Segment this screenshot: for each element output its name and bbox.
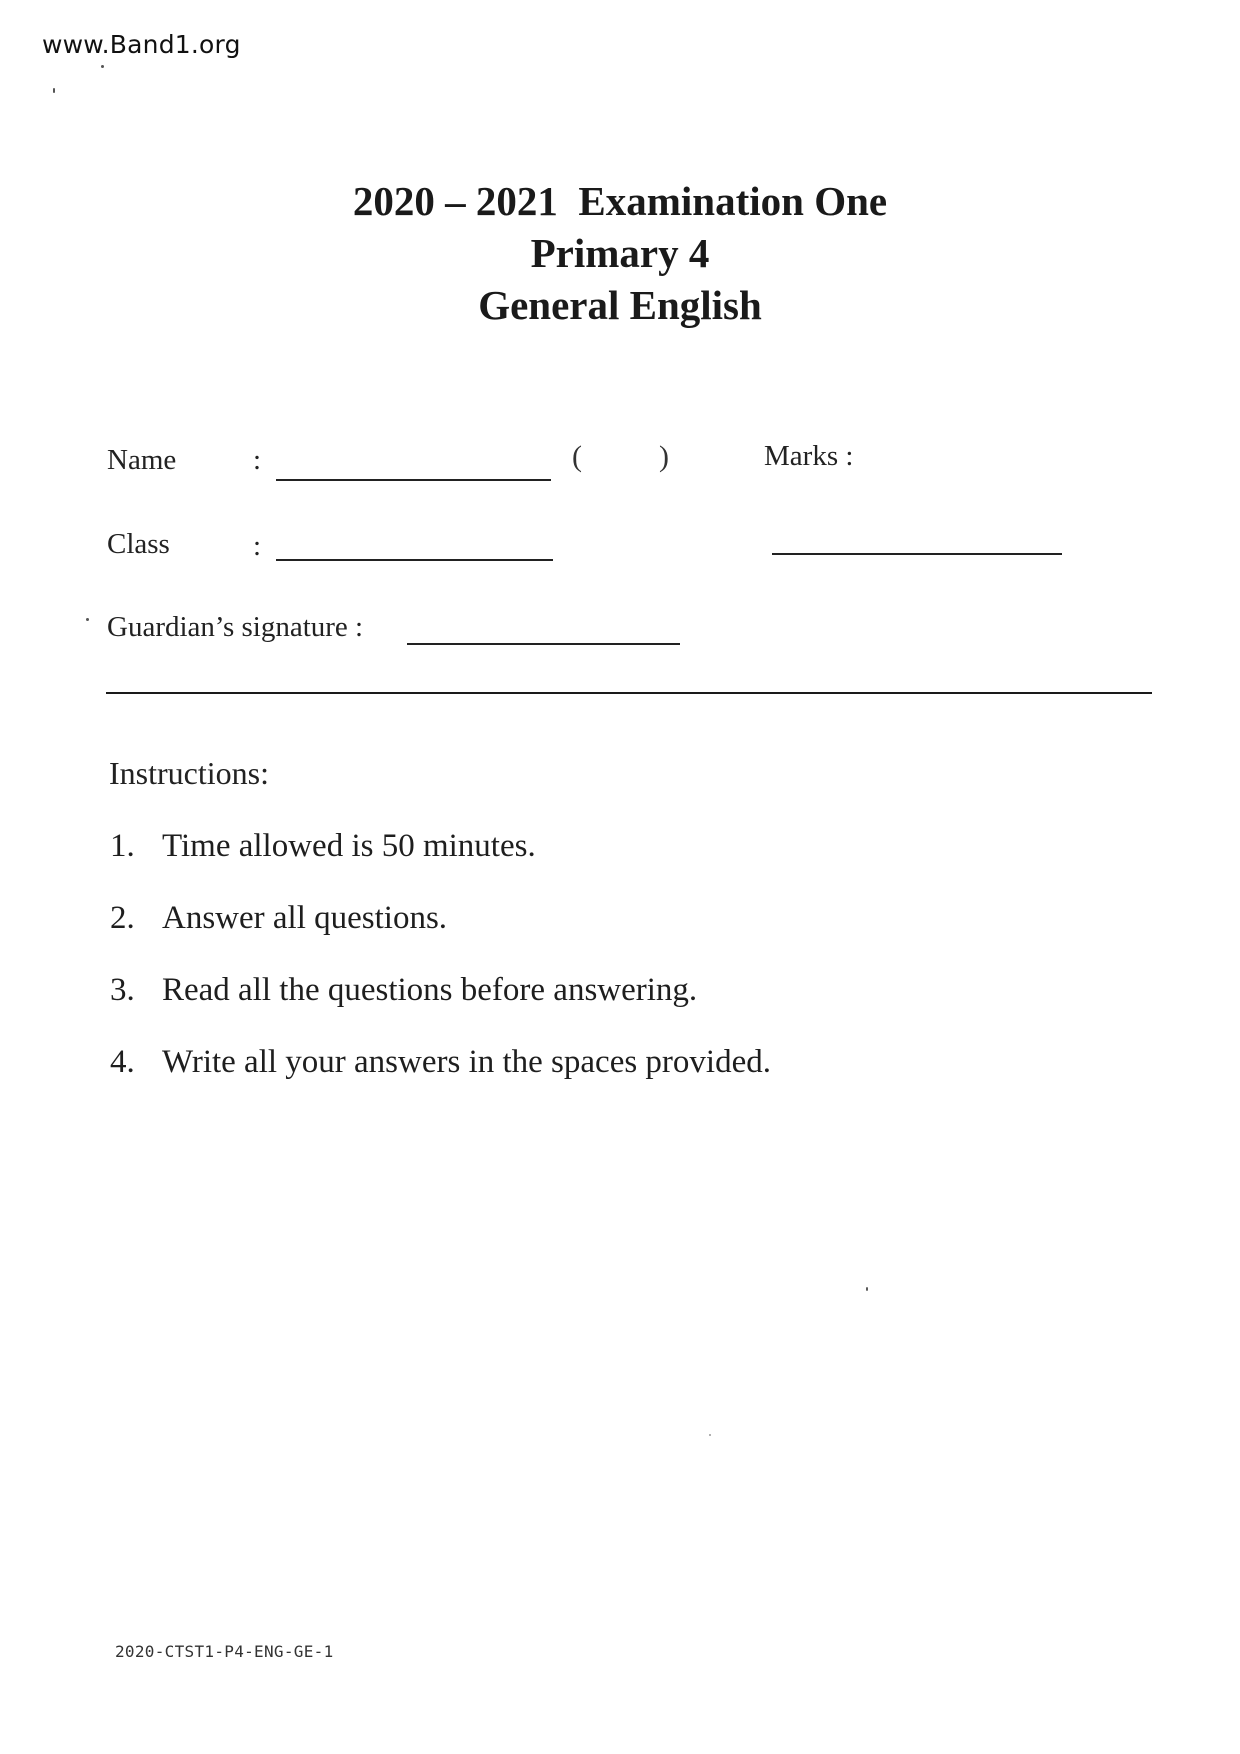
class-number-field[interactable]: [590, 478, 654, 480]
scan-speck: [53, 88, 55, 93]
instructions-list: [110, 820, 771, 1108]
exam-subject: General English: [478, 282, 762, 328]
exam-title: 2020 – 2021 Examination One: [352, 178, 888, 224]
name-field[interactable]: [276, 479, 551, 481]
instruction-item: [110, 1036, 771, 1108]
paren-open: (: [572, 440, 582, 473]
instruction-item: [110, 964, 771, 1036]
scan-speck: [866, 1287, 868, 1291]
instruction-number: 4.: [110, 1044, 135, 1080]
class-field[interactable]: [276, 559, 553, 561]
marks-label: Marks :: [764, 440, 854, 472]
exam-title-block: [0, 175, 1240, 331]
paren-close: ): [659, 440, 669, 473]
name-colon: :: [253, 444, 262, 476]
document-code: 2020-CTST1-P4-ENG-GE-1: [115, 1642, 334, 1661]
scan-speck: [86, 618, 89, 621]
instruction-text: Answer all questions.: [162, 900, 448, 936]
instruction-text: Time allowed is 50 minutes.: [162, 828, 536, 864]
instruction-number: 2.: [110, 900, 135, 936]
exam-level: Primary 4: [530, 230, 710, 276]
instruction-item: [110, 892, 771, 964]
class-colon: :: [253, 530, 262, 562]
instruction-number: 1.: [110, 828, 135, 864]
class-label: Class: [107, 528, 170, 560]
watermark-url: www.Band1.org: [42, 30, 241, 59]
guardian-signature-field[interactable]: [407, 643, 680, 645]
section-divider: [106, 692, 1152, 694]
instruction-text: Write all your answers in the spaces provided.: [162, 1044, 771, 1080]
instruction-item: [110, 820, 771, 892]
instructions-heading: Instructions:: [109, 755, 269, 791]
guardian-signature-label: Guardian’s signature :: [107, 611, 364, 643]
instruction-text: Read all the questions before answering.: [162, 972, 698, 1008]
marks-field[interactable]: [772, 553, 1062, 555]
scan-speck: [709, 1434, 711, 1436]
name-label: Name: [107, 444, 177, 476]
instruction-number: 3.: [110, 972, 135, 1008]
scan-speck: [101, 65, 104, 68]
